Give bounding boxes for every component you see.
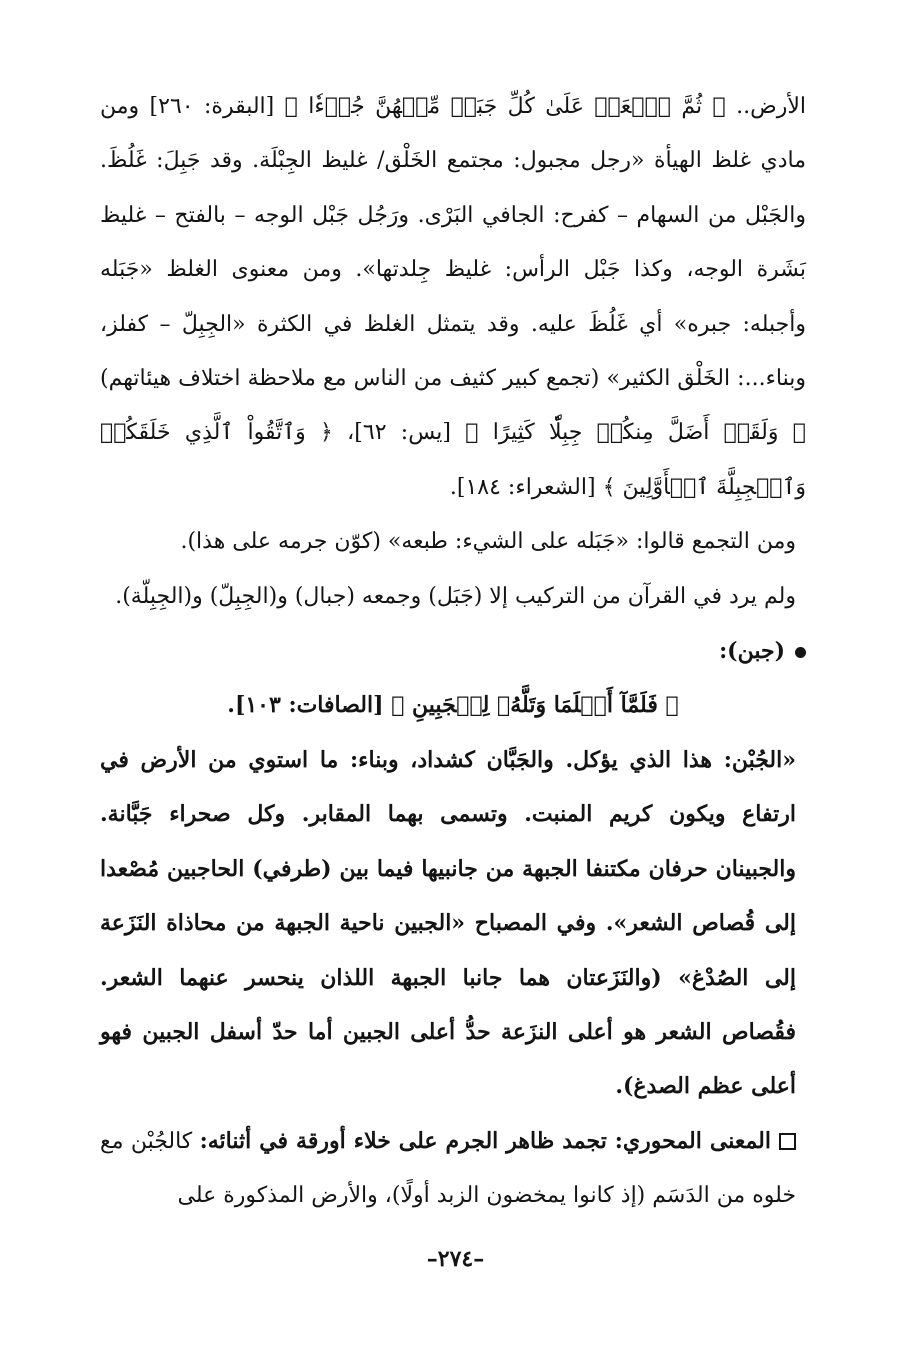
paragraph-gathering: ومن التجمع قالوا: «جَبَله على الشيء: طبعه» (كوّن جرمه على هذا). [180, 529, 796, 555]
paragraph-jubn-definition: «الجُبْن: هذا الذي يؤكل. والجَبَّان كشداد، وبناء: ما استوي من الأرض في ارتفاع ويكون كريم المنبت. وتسمى بهما المقابر. وكل صحراء جَبَّانة. والجبينان حرفان مكتنفا الجبهة من جانبيها فيما بين (طرفي) الحاجبين مُصْعدا إلى قُصاص الشعر». وفي المصباح «الجبين ناحية الجبهة من محاذاة النَزَعة إلى الصُدْغ» (والنَزَعتان هما جانبا الجبهة اللذان ينحسر عنهما الشعر. فقُصاص الشعر هو أعلى النزَعة حدُّ أعلى الجبين أما حدّ أسفل الجبين فهو أعلى عظم الصدغ). [100, 746, 796, 1100]
central-meaning-text: كالجُبْن مع خلوه من الدَسَم (إذ كانوا يمخضون الزبد أولًا)، والأرض المذكورة على [100, 1128, 796, 1209]
bullet-icon [795, 647, 806, 658]
entry-heading [100, 624, 806, 678]
paragraph-central-meaning [100, 1114, 806, 1224]
body-text [100, 80, 806, 1224]
checkbox-square-icon [779, 1133, 796, 1150]
paragraph-quran-usage: ولم يرد في القرآن من التركيب إلا (جَبَل) وجمعه (جبال) و(الجِبِلّ) و(الجِبِلّة). [115, 583, 796, 609]
central-meaning-label: المعنى المحوري: تجمد ظاهر الجرم على خلاء أورقة في أثنائه: [199, 1127, 771, 1154]
entry-heading-text: (جبن): [719, 638, 785, 665]
paragraph-jabal-continuation: الأرض.. ﴿ ثُمَّ ٱجۡعَلۡ عَلَىٰ كُلِّ جَبَلٖ مِّنۡهُنَّ جُزۡءٗا ﴾ [البقرة: ٢٦٠] ومن مادي غلظ الهيأة «رجل مجبول: مجتمع الخَلْق/ غليظ الجِبْلَة. وقد جَبِلَ: غَلُظَ. والجَبْل من السهام – كفرح: الجافي البَرْى. ورَجُل جَبْل الوجه – بالفتح – غليظ بَشَرة الوجه، وكذا جَبْل الرأس: غليظ جِلدتها». ومن معنوى الغلظ «جَبَله وأجبله: جبره» أي غَلُظَ عليه. وقد يتمثل الغلظ في الكثرة «الجِبِلّ – كفلز، وبناء...: الخَلْق الكثير» (تجمع كبير كثيف من الناس مع ملاحظة اختلاف هيئاتهم) ﴿ وَلَقَدۡ أَضَلَّ مِنكُمۡ جِبِلّٗا كَثِيرًا ﴾ [يس: ٦٢]، ﴿ وَٱتَّقُواْ ٱلَّذِي خَلَقَكُمۡ وَٱلۡجِبِلَّةَ ٱلۡأَوَّلِينَ ﴾ [الشعراء: ١٨٤]. [100, 94, 807, 500]
quran-verse: ﴿ فَلَمَّآ أَسۡلَمَا وَتَلَّهُۥ لِلۡجَبِينِ ﴾ [الصافات: ١٠٣]. [227, 692, 679, 719]
page-number: –٢٧٤– [426, 1246, 485, 1272]
